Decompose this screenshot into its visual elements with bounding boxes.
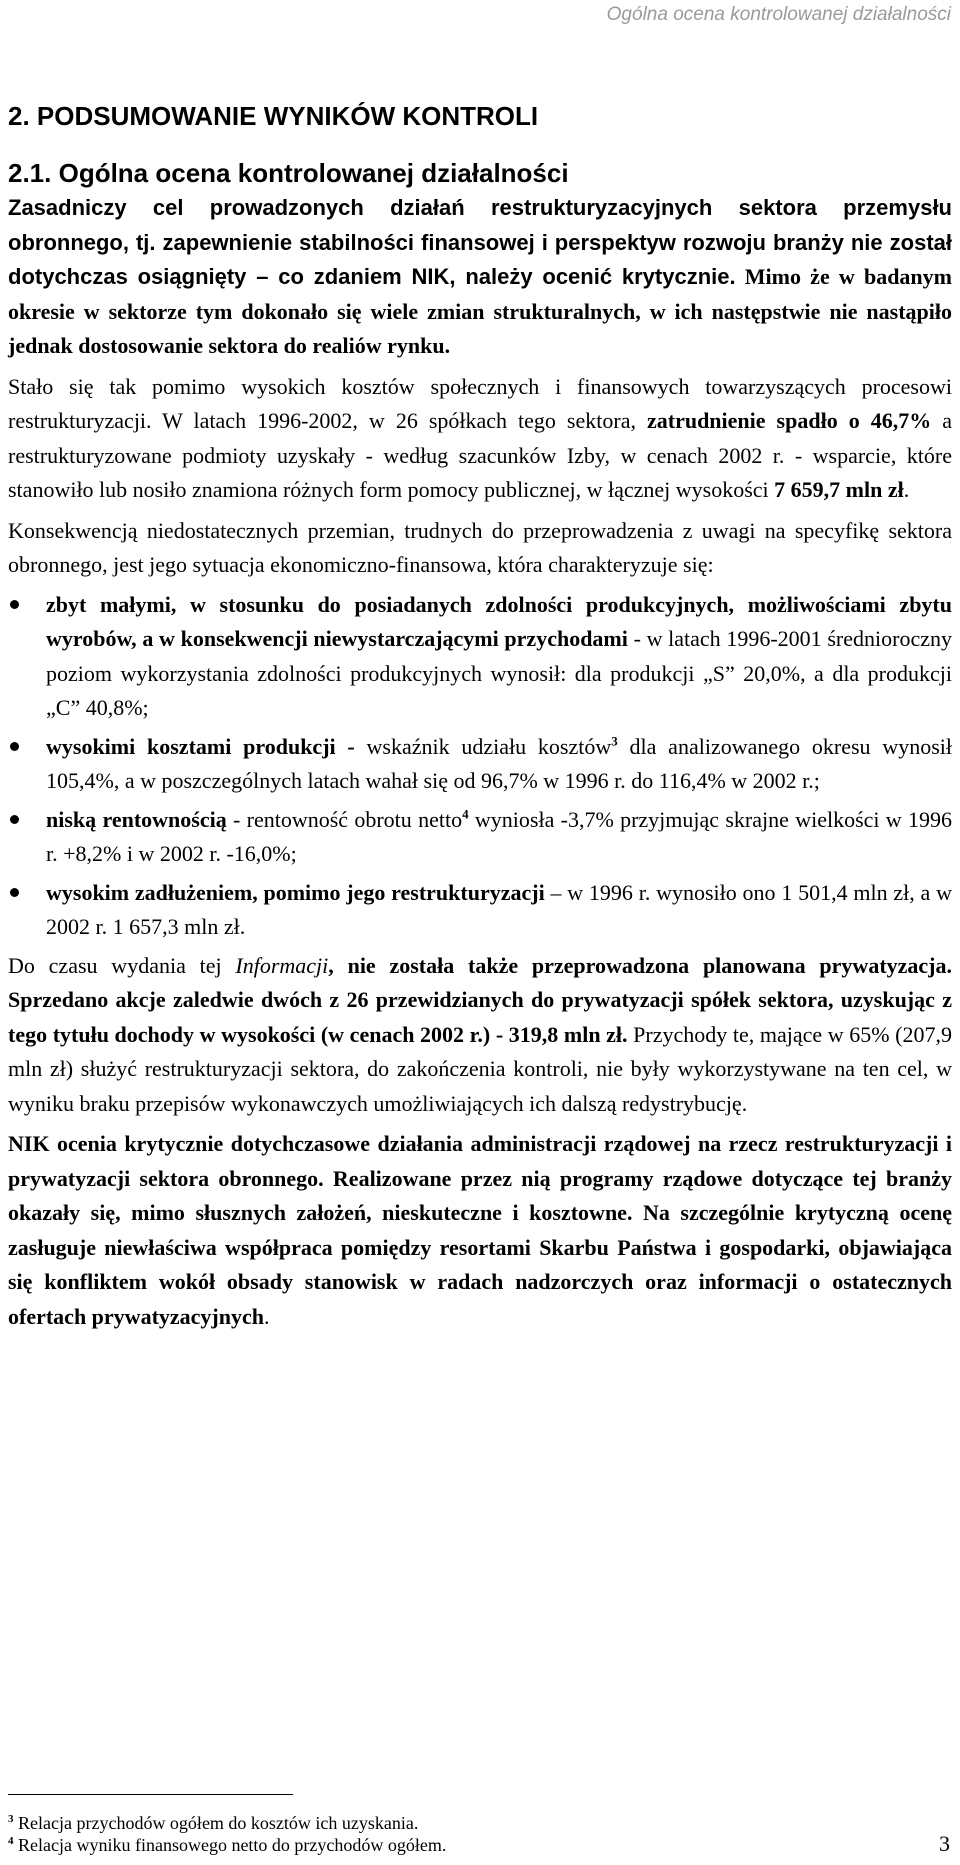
bullet-icon [10,888,19,897]
page-body [8,100,952,1334]
list-item: wysokim zadłużeniem, pomimo jego restrukturyzacji – w 1996 r. wynosiło ono 1 501,4 mln zł, a w 2002 r. 1 657,3 mln zł. [8,876,952,945]
employment-drop: zatrudnienie spadło o 46,7% [646,408,932,433]
footnote-4: $^4$ Relacja wyniku finansowego netto do przychodów ogółem. [8,1835,447,1855]
bullet-icon [10,815,19,824]
paragraph-costs: Stało się tak pomimo wysokich kosztów społecznych i finansowych towarzyszących procesowi restrukturyzacji. W latach 1996-2002, w 26 spółkach tego sektora, zatrudnienie spadło o 46,7% a restrukturyzowane podmioty uzyskały - według szacunków Izby, w cenach 2002 r. - wsparcie, które stanowiło lub nosiło znamiona różnych form pomocy publicznej, w łącznej wysokości 7 659,7 mln zł. [8,373,953,502]
paragraph-main-goal [8,191,952,364]
paragraph-nik-assessment: NIK ocenia krytycznie dotychczasowe działania administracji rządowej na rzecz restrukturyzacji i prywatyzacji sektora obronnego. Realizowane przez nią programy rządowe dotyczące tej branży okazały się, mimo słusznych założeń, nieskuteczne i kosztowne. Na szczególnie krytyczną ocenę zasługuje niewłaściwa współpraca pomiędzy resortami Skarbu Państwa i gospodarki, objawiająca się konfliktem wokół obsady stanowisk w radach nadzorczych oraz informacji o ostatecznych ofertach prywatyzacyjnych. [8,1131,952,1329]
list-item: zbyt małymi, w stosunku do posiadanych zdolności produkcyjnych, możliwościami zbytu wyrobów, a w konsekwencji niewystarczającymi przychodami - w latach 1996-2001 średnioroczny poziom wykorzystania zdolności produkcyjnych wynosił: dla produkcji „S” 20,0%, a dla produkcji „C” 40,8%; [8,588,952,726]
paragraph-consequences: Konsekwencją niedostatecznych przemian, trudnych do przeprowadzenia z uwagi na specyfikę sektora obronnego, jest jego sytuacja ekonomiczno-finansowa, która charakteryzuje się: [8,517,952,577]
footnote-separator [8,1794,293,1795]
paragraph-privatization: Do czasu wydania tej Informacji, nie została także przeprowadzona planowana prywatyzacja. Sprzedano akcje zaledwie dwóch z 26 przewidzianych do prywatyzacji spółek sektora, uzyskując z tego tytułu dochody w wysokości (w cenach 2002 r.) - 319,8 mln zł. Przychody te, mające w 65% (207,9 mln zł) służyć restrukturyzacji sektora, do zakończenia kontroli, nie były wykorzystywane na ten cel, w wyniku braku przepisów wykonawczych umożliwiających ich dalszą redystrybucję. [8,952,953,1116]
footnote-ref-3: 3 [611,733,618,749]
characteristics-list [8,588,952,945]
bullet-icon [10,600,19,609]
list-item: wysokimi kosztami produkcji - wskaźnik udziału kosztów$^3$ dla analizowanego okresu wynosił 105,4%, a w poszczególnych latach wahał się od 96,7% w 1996 r. do 116,4% w 2002 r.; [8,730,952,799]
running-header: Ogólna ocena kontrolowanej działalności [606,4,951,25]
list-item: niską rentownością - rentowność obrotu netto$^4$ wyniosła -3,7% przyjmując skrajne wielkości w 1996 r. +8,2% i w 2002 r. -16,0%; [8,803,952,872]
main-goal-text: Zasadniczy cel prowadzonych działań restrukturyzacyjnych sektora przemysłu obronnego, tj. zapewnienie stabilności finansowej i perspektyw rozwoju branży nie został dotychczas osiągnięty – co zdaniem NIK, należy ocenić krytycznie. [8,195,952,289]
page-number: 3 [939,1831,950,1856]
structural-changes-text: Mimo że w badanym okresie w sektorze tym dokonało się wiele zmian strukturalnych, w ich następstwie nie nastąpiło jednak dostosowanie sektora do realiów rynku. [8,264,952,358]
informacja-title: Informacji [235,952,329,978]
bullet-icon [10,742,19,751]
total-support-amount: 7 659,7 mln zł [774,477,904,502]
footnote-3: $^3$ Relacja przychodów ogółem do kosztów ich uzyskania. [8,1813,419,1833]
section-heading: 2. PODSUMOWANIE WYNIKÓW KONTROLI [8,101,539,131]
footnotes [8,1812,446,1856]
footnote-ref-4: 4 [462,806,469,822]
subsection-heading: 2.1. Ogólna ocena kontrolowanej działalności [8,158,569,188]
